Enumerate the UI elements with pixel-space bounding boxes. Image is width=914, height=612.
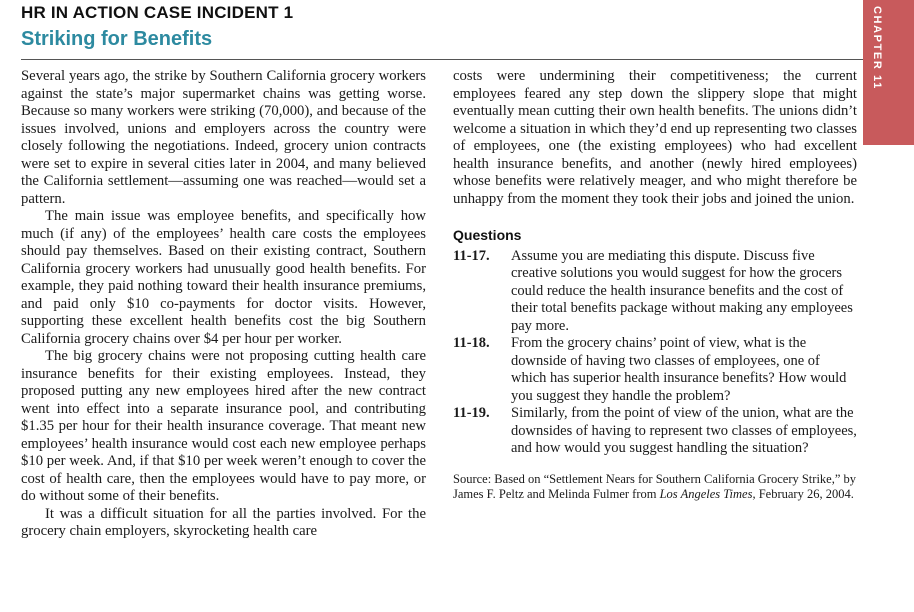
question-item (453, 405, 857, 458)
chapter-tab (863, 0, 914, 145)
body-paragraph: Several years ago, the strike by Southern California grocery workers against the state’s major supermarket chains was getting worse. Because so many workers were striking (70,000), and because of the issues involved, unions and employers across the country were closely following the negotiations. Indeed, grocery union contracts were set to expire in several cities later in 2004, and many believed the California settlement—assuming one was reached—would set a pattern. (21, 68, 426, 207)
source-publication: Los Angeles Times, (659, 487, 756, 501)
question-number: 11-19. (453, 405, 490, 421)
body-paragraph: The main issue was employee benefits, and specifically how much (if any) of the employees’ health care costs the employees should pay themselves. Based on their existing contract, Southern California grocery workers had unusually good health benefits. For example, they paid nothing toward their health insurance premiums, and paid only $10 co-payments for doctor visits. However, supporting these excellent health benefits cost the big Southern California grocery chains over $4 per hour per worker. (21, 208, 426, 347)
left-column (21, 68, 426, 541)
question-item (453, 335, 857, 405)
question-number: 11-17. (453, 247, 490, 264)
case-title: Striking for Benefits (21, 28, 213, 50)
question-text: Assume you are mediating this dispute. Discuss five creative solutions you would suggest for how the grocers could reduce the health insurance benefits and the cost of their total benefits package without making any employees pay more. (511, 247, 853, 334)
question-number: 11-18. (453, 335, 490, 351)
source-citation (453, 472, 857, 503)
body-paragraph-continued: costs were undermining their competitiveness; the current employees feared any step down the slippery slope that might eventually mean cutting their own health benefits. The unions didn’t welcome a situation in which they’d end up representing two classes of employees, one (the existing employees) who had excellent health insurance benefits, and another (newly hired employees) whose benefits were relatively meager, and who might therefore be unhappy from the moment they took their jobs and joined the union. (453, 68, 857, 207)
body-paragraph: The big grocery chains were not proposing cutting health care insurance benefits for their existing employees. Instead, they proposed putting any new employees hired after the new contract went into effect into a separate insurance pool, and contributing $1.35 per hour for their health insurance coverage. That meant new employees’ health insurance would cost each new employee perhaps $10 per week. And, if that $10 per week weren’t enough to cover the cost of health care, then the employees would have to pay more, or do without some of their benefits. (21, 348, 426, 504)
source-date: February 26, 2004. (755, 487, 854, 501)
question-item (453, 248, 857, 336)
chapter-tab-label: CHAPTER 11 (871, 6, 883, 90)
question-text: Similarly, from the point of view of the union, what are the downsides of having to represent two classes of employees, and how would you suggest handling the situation? (511, 405, 857, 456)
header-rule (21, 59, 863, 60)
body-paragraph: It was a difficult situation for all the parties involved. For the grocery chain employers, skyrocketing health care (21, 505, 426, 539)
question-text: From the grocery chains’ point of view, what is the downside of having two classes of employees, one of which has superior health insurance benefits? How would you suggest they handle the problem? (511, 335, 847, 404)
case-incident-label: HR IN ACTION CASE INCIDENT 1 (21, 3, 294, 22)
source-prefix: Source: Based on “Settlement Nears for Southern California Grocery Strike,” by James F. Peltz and Melinda Fulmer from (453, 471, 857, 501)
questions-heading: Questions (453, 227, 522, 243)
right-column (453, 68, 857, 503)
